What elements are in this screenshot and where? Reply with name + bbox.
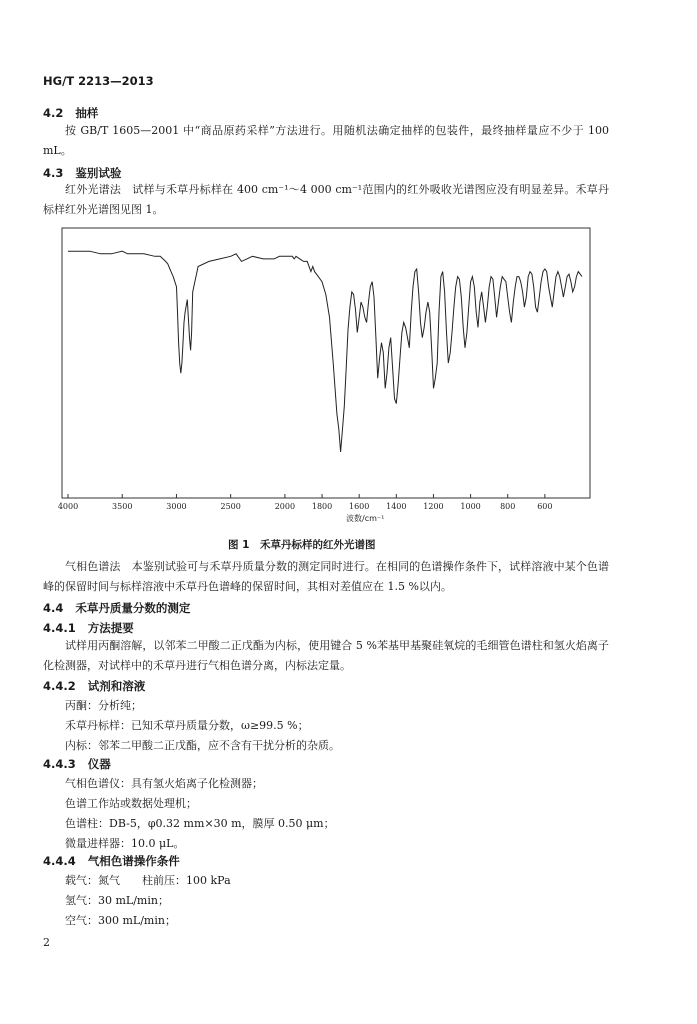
gc-condition-item: 载气：氮气 柱前压：100 kPa xyxy=(65,874,231,887)
method-summary-paragraph: 试样用丙酮溶解，以邻苯二甲酸二正戊酯为内标，使用键合 5 %苯基甲基聚硅氧烷的毛细管色谱柱和氢火焰离子化检测器，对试样中的禾草丹进行气相色谱分离，内标法定量。 xyxy=(43,639,609,672)
sampling-paragraph: 按 GB/T 1605—2001 中“商品原药采样”方法进行。用随机法确定抽样的包装件，最终抽样量应不少于 100 mL。 xyxy=(43,124,609,157)
x-tick-label: 4000 xyxy=(57,502,79,511)
plot-frame xyxy=(62,228,590,498)
section-4-4-1-heading xyxy=(43,620,134,636)
x-tick-label: 2000 xyxy=(274,502,296,511)
ir-spectrum-figure xyxy=(57,228,590,528)
section-title: 抽样 xyxy=(75,106,99,120)
instrument-item: 色谱工作站或数据处理机； xyxy=(65,797,197,810)
section-4-4-2-heading xyxy=(43,678,145,694)
section-number: 4.4 xyxy=(43,601,64,615)
reagent-item: 内标：邻苯二甲酸二正戊酯，应不含有干扰分析的杂质。 xyxy=(65,739,340,752)
section-number: 4.4.1 xyxy=(43,621,76,635)
x-axis-label: 波数/cm⁻¹ xyxy=(346,514,385,523)
section-number: 4.3 xyxy=(43,166,64,180)
reagent-item: 丙酮：分析纯； xyxy=(65,699,142,712)
standard-code: HG/T 2213—2013 xyxy=(43,74,154,88)
section-4-4-4-heading xyxy=(43,853,180,869)
section-number: 4.4.2 xyxy=(43,679,76,693)
section-title: 试剂和溶液 xyxy=(87,679,146,693)
gc-condition-item: 氢气：30 mL/min； xyxy=(65,894,169,907)
instrument-item: 色谱柱：DB-5，φ0.32 mm×30 m，膜厚 0.50 μm； xyxy=(65,817,335,830)
figure-caption: 图 1 禾草丹标样的红外光谱图 xyxy=(228,539,376,551)
section-number: 4.2 xyxy=(43,106,64,120)
ir-spectrum-chart xyxy=(57,228,590,528)
gc-condition-item: 空气：300 mL/min； xyxy=(65,914,176,927)
x-tick-label: 600 xyxy=(537,502,553,511)
x-tick-label: 3500 xyxy=(112,502,133,511)
instrument-item: 气相色谱仪：具有氢火焰离子化检测器； xyxy=(65,777,263,790)
section-number: 4.4.3 xyxy=(43,757,76,771)
reagent-item: 禾草丹标样：已知禾草丹质量分数，ω≥99.5 %； xyxy=(65,719,309,732)
section-4-4-3-heading xyxy=(43,756,111,772)
x-tick-label: 1200 xyxy=(423,502,444,511)
x-tick-label: 1000 xyxy=(460,502,481,511)
section-4-3-heading xyxy=(43,165,121,181)
x-tick-label: 1800 xyxy=(311,502,333,511)
spectrum-line xyxy=(68,251,582,452)
x-tick-label: 1600 xyxy=(349,502,370,511)
section-4-2-heading xyxy=(43,105,98,121)
section-title: 气相色谱操作条件 xyxy=(87,854,180,868)
section-number: 4.4.4 xyxy=(43,854,76,868)
section-title: 鉴别试验 xyxy=(75,166,122,180)
ir-method-paragraph: 红外光谱法 试样与禾草丹标样在 400 cm⁻¹～4 000 cm⁻¹范围内的红外吸收光谱图应没有明显差异。禾草丹标样红外光谱图见图 1。 xyxy=(43,183,609,216)
x-tick-label: 1400 xyxy=(386,502,407,511)
instrument-item: 微量进样器：10.0 μL。 xyxy=(65,837,185,850)
gc-method-paragraph: 气相色谱法 本鉴别试验可与禾草丹质量分数的测定同时进行。在相同的色谱操作条件下，试样溶液中某个色谱峰的保留时间与标样溶液中禾草丹色谱峰的保留时间，其相对差值应在 1.5 %以内。 xyxy=(43,560,609,593)
x-tick-label: 2500 xyxy=(220,502,241,511)
section-title: 仪器 xyxy=(87,757,111,771)
page-number: 2 xyxy=(43,936,50,949)
section-title: 方法提要 xyxy=(87,621,134,635)
section-4-4-heading xyxy=(43,600,190,616)
section-title: 禾草丹质量分数的测定 xyxy=(75,601,191,615)
x-tick-label: 800 xyxy=(500,502,516,511)
x-tick-label: 3000 xyxy=(166,502,187,511)
